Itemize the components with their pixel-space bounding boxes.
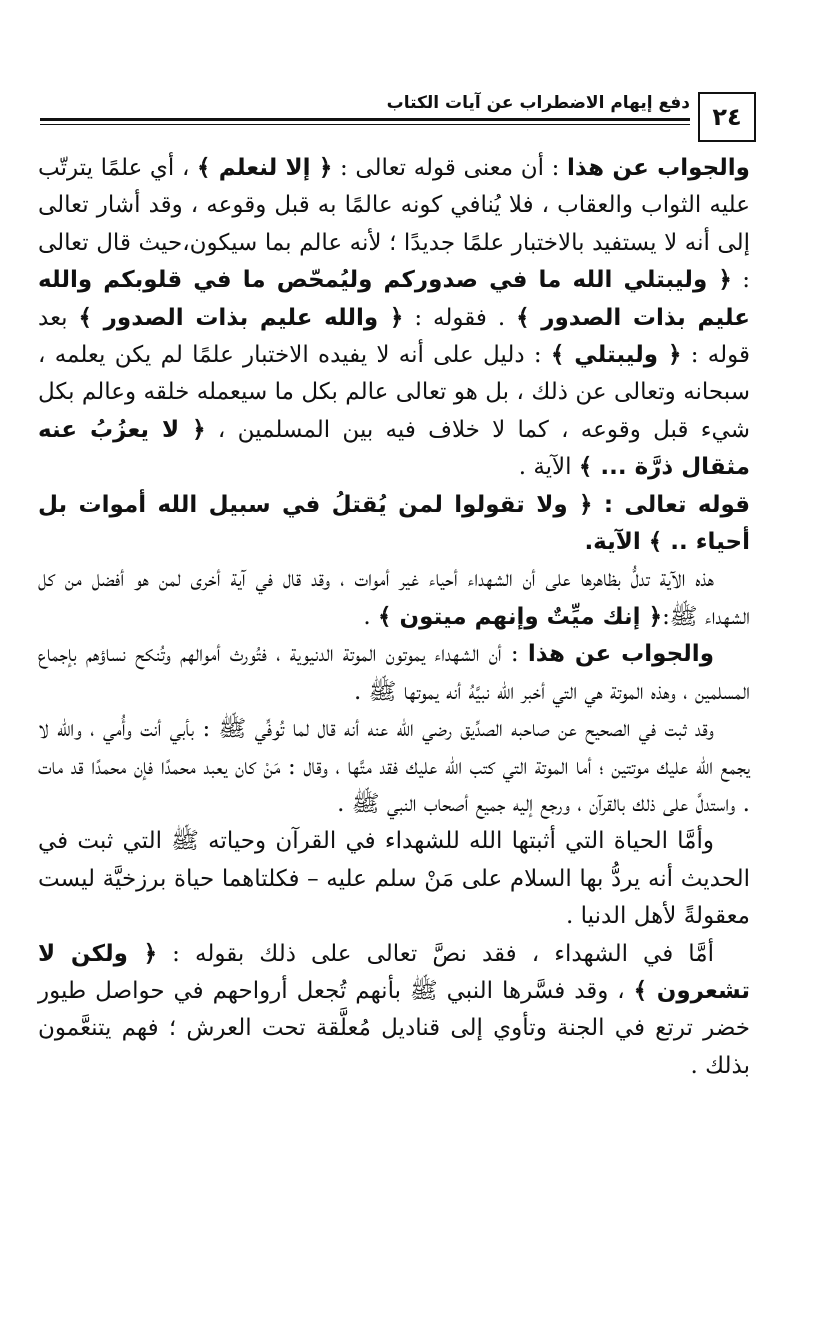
page-number: ٢٤ <box>698 92 756 142</box>
paragraph <box>38 487 750 562</box>
bold-segment: قوله تعالى : ﴿ ولا تقولوا لمن يُقتلُ في سبيل الله أموات بل أحياء .. ﴾ الآية. <box>38 491 750 556</box>
text-segment: ، أي علمًا يترتّب عليه الثواب والعقاب ، فلا يُنافي كونه عالمًا به قبل وقوعه ، وقد أشار تعالى إلى أنه لا يستفيد بالاختبار علمًا جديدًا ؛ لأنه عالم بما سيكون،حيث قال تعالى : <box>38 155 750 294</box>
text-segment: الآية . <box>518 454 579 481</box>
text-segment: أمَّا في الشهداء ، فقد نصَّ تعالى على ذلك بقوله : <box>157 940 714 967</box>
paragraph <box>38 561 750 636</box>
bold-segment: ﴿ وليبتلي ﴾ <box>550 342 682 369</box>
text-segment: وأمَّا الحياة التي أثبتها الله للشهداء في القرآن وحياته ﷺ التي ثبت في الحديث أنه يردُّ بها السلام على مَنْ سلم عليه – فكلتاهما حياة برزخيَّة ليست معقولةً لأهل الدنيا . <box>38 828 750 930</box>
bold-segment: والجواب عن هذا <box>527 641 714 668</box>
bold-segment: والجواب عن هذا <box>566 155 750 181</box>
paragraph <box>38 636 750 711</box>
text-segment: هذه الآية تدلُّ بظاهرها على أن الشهداء أحياء غير أموات ، وقد قال في آية أخرى لمن هو أفضل من كل الشهداء ﷺ: <box>38 566 750 630</box>
text-segment: . فقوله : <box>403 304 517 331</box>
header-rule-thin <box>40 124 690 125</box>
text-segment: وقد ثبت في الصحيح عن صاحبه الصدِّيق رضي الله عنه أنه قال لما تُوفِّي ﷺ : بأبي أنت وأُمي ، والله لا يجمع الله عليك موتتين ؛ أما الموتة التي كتب الله عليك فقد متَّها ، وقال : مَنْ كان يعبد محمدًا فإن محمدًا قد مات . واستدلَّ على ذلك بالقرآن ، ورجع إليه جميع أصحاب النبي ﷺ . <box>38 716 750 817</box>
paragraph <box>38 936 750 1086</box>
running-header-title: دفع إيهام الاضطراب عن آيات الكتاب <box>386 93 690 113</box>
bold-segment: ﴿ لا يعزُبُ عنه مثقال ذرَّة ... ﴾ <box>38 416 750 481</box>
bold-segment: ﴿ والله عليم بذات الصدور ﴾ <box>78 304 404 331</box>
text-segment: . <box>363 603 379 630</box>
paragraph <box>38 823 750 935</box>
paragraph <box>38 711 750 823</box>
bold-segment: ﴿ ولكن لا تشعرون ﴾ <box>38 940 750 1004</box>
text-segment: : أن معنى قوله تعالى : <box>332 155 567 181</box>
text-segment: ، وقد فسَّرها النبي ﷺ بأنهم تُجعل أرواحهم في حواصل طيور خضر ترتع في الجنة وتأوي إلى قناديل مُعلَّقة تحت العرش ؛ فهم يتنعَّمون بذلك . <box>38 977 750 1079</box>
paragraph <box>38 150 750 487</box>
bold-segment: ﴿ وليبتلي الله ما في صدوركم وليُمحّص ما في قلوبكم والله عليم بذات الصدور ﴾ <box>38 267 750 331</box>
bold-segment: ﴿ إنك ميِّتٌ وإنهم ميتون ﴾ <box>378 603 663 630</box>
bold-segment: ﴿ إلا لنعلم ﴾ <box>197 155 333 181</box>
text-segment: بعد قوله : <box>38 304 750 369</box>
text-segment: : دليل على أنه لا يفيده الاختبار علمًا لم يكن يعلمه ، سبحانه وتعالى عن ذلك ، بل هو تعالى عالم بكل ما سيعمله خلقه وعالم بكل شيء قبل وقوعه ، كما لا خلاف فيه بين المسلمين ، <box>38 342 750 443</box>
header-rule-thick <box>40 118 690 121</box>
text-segment: : أن الشهداء يموتون الموتة الدنيوية ، فتُورث أموالهم وتُنكح نساؤهم بإجماع المسلمين ، وهذه الموتة هي التي أخبر الله نبيَّهُ أنه يموتها ﷺ . <box>38 641 750 705</box>
body-text <box>38 150 750 1085</box>
